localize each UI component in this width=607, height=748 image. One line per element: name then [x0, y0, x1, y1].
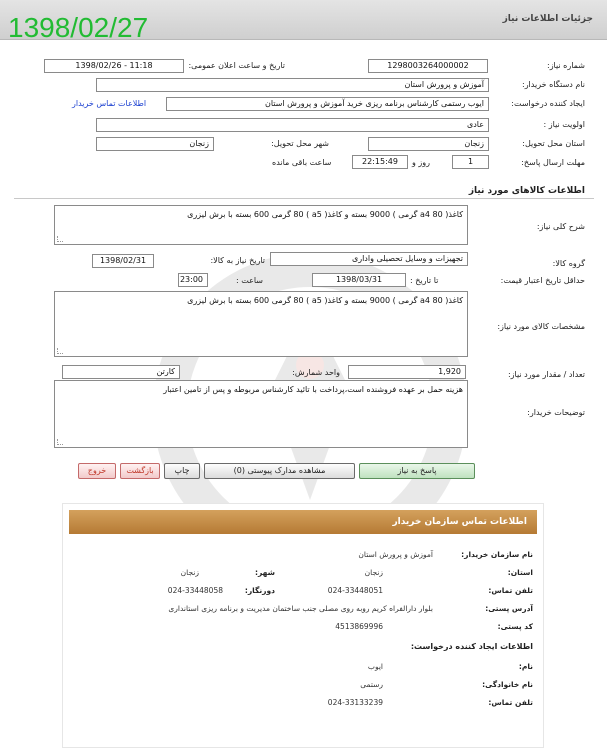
general-desc-field[interactable] [54, 205, 468, 245]
buyer-contact-card [62, 503, 544, 748]
contact-address-value: بلوار دارالفراه کریم روبه روی مصلی جنب ساختمان مدیریت و برنامه ریزی استانداری [168, 604, 433, 613]
buyer-org-field: آموزش و پرورش استان [96, 78, 489, 92]
specs-label: مشخصات کالای مورد نیاز: [497, 322, 585, 331]
contact-phone-label: تلفن تماس: [488, 586, 533, 595]
goods-section-title: اطلاعات کالاهای مورد نیاز [468, 186, 585, 196]
creator-phone-value: 024-33133239 [327, 698, 383, 707]
view-attachments-button[interactable]: مشاهده مدارک پیوستی (0) [204, 463, 355, 479]
contact-org-label: نام سازمان خریدار: [461, 550, 533, 559]
specs-field[interactable] [54, 291, 468, 357]
qty-field: 1,920 [348, 365, 466, 379]
unit-field: کارتن [62, 365, 180, 379]
contact-province-value: زنجان [364, 568, 383, 577]
buyer-notes-text: هزینه حمل بر عهده فروشنده است،پرداخت با تائید کارشناس مربوطه و پس از تامین اعتبار [163, 385, 463, 394]
contact-city-value: زنجان [180, 568, 199, 577]
section-divider [14, 198, 594, 199]
group-field: تجهیزات و وسایل تحصیلی واداری [270, 252, 468, 266]
print-button[interactable]: چاپ [164, 463, 200, 479]
deadline-label: مهلت ارسال پاسخ: [521, 158, 585, 167]
announce-field: 1398/02/26 - 11:18 [44, 59, 184, 73]
group-label: گروه کالا: [552, 259, 585, 268]
general-desc-text: کاغذ( a4 80 گرمی ) 9000 بسته و کاغذ( a5 ) 80 گرمی 600 بسته با برش لیزری [187, 210, 463, 219]
contact-province-label: استان: [507, 568, 533, 577]
deadline-time-field: 22:15:49 [352, 155, 408, 169]
city-field: زنجان [96, 137, 214, 151]
reply-button[interactable]: پاسخ به نیاز [359, 463, 475, 479]
need-number-label: شماره نیاز: [547, 61, 585, 70]
contact-fax-label: دورنگار: [244, 586, 275, 595]
resize-grip[interactable] [57, 439, 63, 445]
time-field: 23:00 [178, 273, 208, 287]
province-label: استان محل تحویل: [522, 139, 585, 148]
priority-field: عادی [96, 118, 489, 132]
priority-label: اولویت نیاز : [543, 120, 585, 129]
contact-postal-label: کد پستی: [497, 622, 533, 631]
contact-card-title: اطلاعات تماس سازمان خریدار [69, 510, 537, 534]
price-valid-date-field: 1398/03/31 [312, 273, 406, 287]
resize-grip[interactable] [57, 236, 63, 242]
price-valid-label: حداقل تاریخ اعتبار قیمت: [500, 276, 585, 285]
need-date-label: تاریخ نیاز به کالا: [210, 256, 265, 265]
buyer-contact-link[interactable]: اطلاعات تماس خریدار [72, 99, 147, 108]
exit-button[interactable]: خروج [78, 463, 116, 479]
creator-last-name-label: نام خانوادگی: [482, 680, 533, 689]
creator-first-name-label: نام: [518, 662, 533, 671]
contact-fax-value: 024-33448058 [167, 586, 223, 595]
remaining-word: ساعت باقی مانده [272, 158, 332, 167]
contact-city-label: شهر: [255, 568, 275, 577]
to-date-label: تا تاریخ : [410, 276, 439, 285]
contact-postal-value: 4513869996 [335, 622, 383, 631]
buyer-notes-label: توضیحات خریدار: [527, 408, 585, 417]
contact-address-label: آدرس پستی: [485, 604, 533, 613]
creator-last-name-value: رستمی [360, 680, 383, 689]
province-field: زنجان [368, 137, 489, 151]
stamp-date: 1398/02/27 [8, 12, 149, 43]
page-header [0, 0, 607, 43]
creator-first-name-value: ایوب [367, 662, 383, 671]
contact-phone-value: 024-33448051 [327, 586, 383, 595]
buyer-org-label: نام دستگاه خريدار: [522, 80, 585, 89]
creator-section-title: اطلاعات ایجاد کننده درخواست: [410, 642, 533, 651]
days-word: روز و [412, 158, 430, 167]
contact-org-value: آموزش و پرورش استان [358, 550, 433, 559]
resize-grip[interactable] [57, 348, 63, 354]
page-title: جزئیات اطلاعات نیاز [502, 14, 593, 24]
deadline-days-field: 1 [452, 155, 489, 169]
city-label: شهر محل تحویل: [271, 139, 329, 148]
general-desc-label: شرح کلی نیاز: [536, 222, 585, 231]
need-date-field: 1398/02/31 [92, 254, 154, 268]
qty-label: تعداد / مقدار مورد نیاز: [507, 370, 585, 379]
announce-label: تاریخ و ساعت اعلان عمومی: [188, 61, 285, 70]
back-button[interactable]: بازگشت [120, 463, 160, 479]
creator-phone-label: تلفن تماس: [488, 698, 533, 707]
creator-label: ایجاد کننده درخواست: [511, 99, 585, 108]
time-label: ساعت : [236, 276, 264, 285]
unit-label: واحد شمارش: [292, 368, 340, 377]
buyer-notes-field[interactable] [54, 380, 468, 448]
need-number-field: 1298003264000002 [368, 59, 488, 73]
creator-field: ایوب رستمی کارشناس برنامه ریزی خرید آموزش و پرورش استان [166, 97, 489, 111]
specs-text: کاغذ( a4 80 گرمی ) 9000 بسته و کاغذ( a5 ) 80 گرمی 600 بسته با برش لیزری [187, 296, 463, 305]
